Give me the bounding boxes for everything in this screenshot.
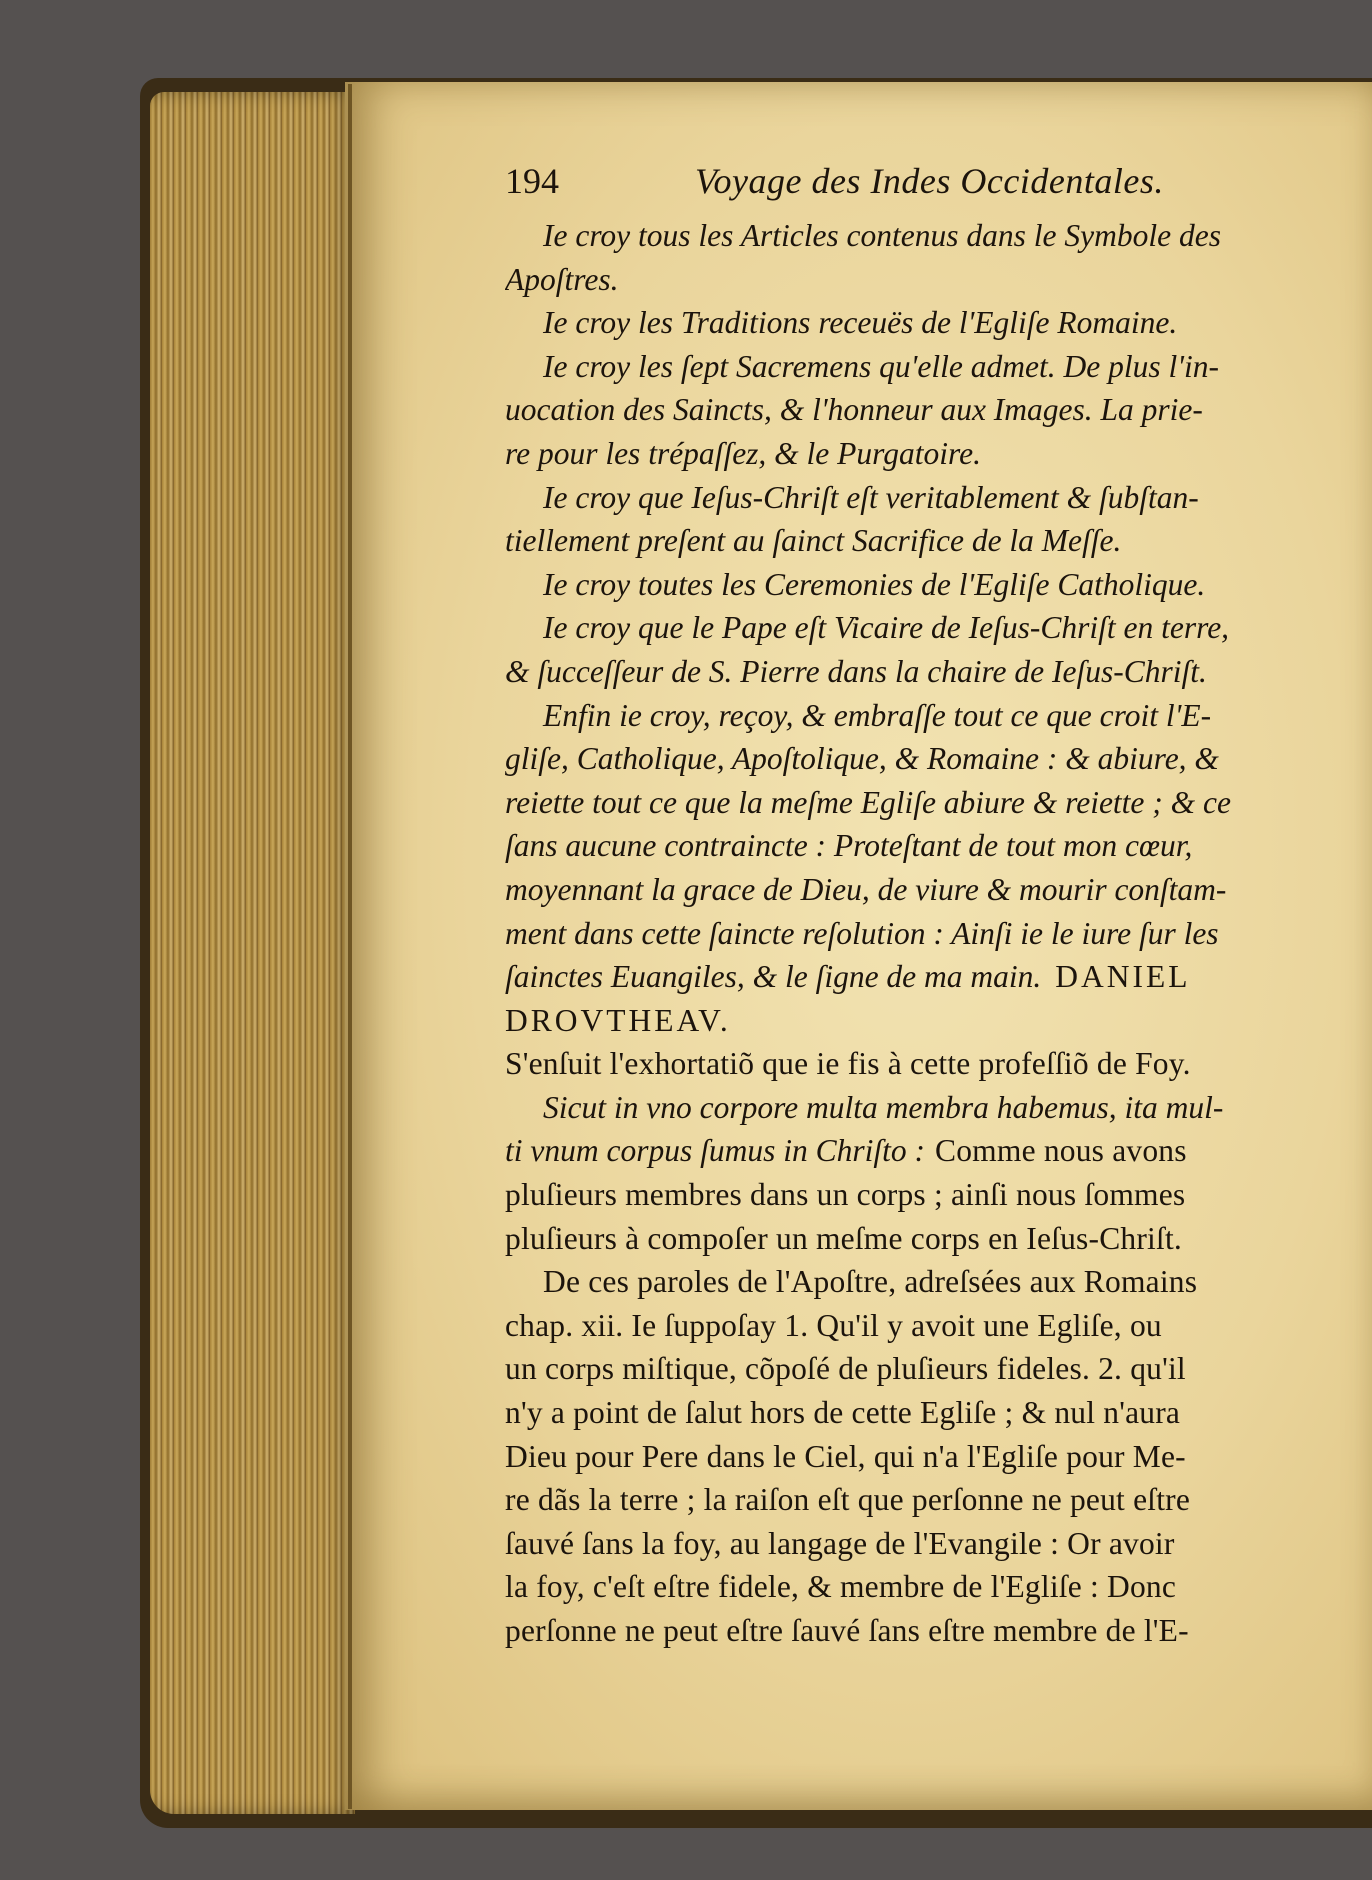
text-line <box>505 1565 1315 1609</box>
text-line-content: De ces paroles de l'Apoſtre, adreſsées aux Romains <box>543 1264 1198 1300</box>
text-line-content: uocation des Saincts, & l'honneur aux Images. La prie- <box>505 392 1203 428</box>
text-line-content: ſauvé ſans la foy, au langage de l'Evangile : Or avoir <box>505 1525 1175 1561</box>
text-line <box>505 737 1315 781</box>
text-line <box>505 1391 1315 1435</box>
text-line <box>505 214 1315 258</box>
text-line <box>505 301 1315 345</box>
text-line <box>505 999 1315 1043</box>
text-line <box>505 1609 1315 1653</box>
text-line-content: Ie croy toutes les Ceremonies de l'Egliſe Catholique. <box>543 566 1206 602</box>
text-line-content: moyennant la grace de Dieu, de viure & mourir conſtam- <box>505 871 1227 907</box>
text-line-content: la foy, c'eſt eſtre fidele, & membre de l'Egliſe : Donc <box>505 1569 1177 1605</box>
text-line-content: Ie croy les ſept Sacremens qu'elle admet. De plus l'in- <box>543 348 1219 384</box>
text-line <box>505 258 1315 302</box>
text-line-content: Enfin ie croy, reçoy, & embraſſe tout ce que croit l'E- <box>543 697 1212 733</box>
text-line-content: perſonne ne peut eſtre ſauvé ſans eſtre membre de l'E- <box>505 1613 1189 1648</box>
text-line <box>505 1435 1315 1479</box>
text-line <box>505 1129 1315 1173</box>
text-line-content: S'enſuit l'exhortatiõ que ie fis à cette profeſſiõ de Foy. <box>505 1046 1191 1082</box>
page-header <box>505 160 1325 210</box>
text-line-content: re pour les trépaſſez, & le Purgatoire. <box>505 435 981 471</box>
text-line-content: pluſieurs membres dans un corps ; ainſi nous ſommes <box>505 1177 1186 1213</box>
text-line <box>505 1086 1315 1130</box>
text-line-content: Apoſtres. <box>505 261 619 297</box>
text-line <box>505 1304 1315 1348</box>
text-line <box>505 1347 1315 1391</box>
text-line <box>505 781 1315 825</box>
text-line-content: Ie croy les Traditions receuës de l'Egliſe Romaine. <box>543 305 1178 341</box>
text-line <box>505 432 1315 476</box>
text-line-content: ſainctes Euangiles, & le ſigne de ma main. <box>505 959 1042 995</box>
text-line-content: reiette tout ce que la meſme Egliſe abiure & reiette ; & ce <box>505 784 1231 820</box>
text-line-content: gliſe, Catholique, Apoſtolique, & Romaine : & abiure, & <box>505 741 1219 777</box>
text-line-content: DROVTHEAV. <box>505 1002 731 1038</box>
text-line <box>505 824 1315 868</box>
text-line-content: pluſieurs à compoſer un meſme corps en Ieſus-Chriſt. <box>505 1220 1182 1256</box>
text-line-content: Ie croy que le Pape eſt Vicaire de Ieſus-Chriſt en terre, <box>543 610 1230 646</box>
text-line-content: Ie croy tous les Articles contenus dans le Symbole des <box>543 218 1221 253</box>
running-title: Voyage des Indes Occidentales. <box>695 161 1164 201</box>
text-line <box>505 519 1315 563</box>
signature-name: DANIEL <box>1055 959 1191 995</box>
text-line-content: Dieu pour Pere dans le Ciel, qui n'a l'Egliſe pour Me- <box>505 1438 1186 1474</box>
text-line-content: & ſucceſſeur de S. Pierre dans la chaire de Ieſus-Chriſt. <box>505 653 1207 689</box>
text-line <box>505 650 1315 694</box>
text-line <box>505 476 1315 520</box>
text-line <box>505 1260 1315 1304</box>
text-line-content: Sicut in vno corpore multa membra habemus, ita mul- <box>543 1089 1224 1125</box>
text-line <box>505 563 1315 607</box>
text-line <box>505 1173 1315 1217</box>
text-line-content: n'y a point de ſalut hors de cette Egliſe ; & nul n'aura <box>505 1395 1181 1431</box>
page-edges <box>150 92 355 1814</box>
text-line-content: re dãs la terre ; la raiſon eſt que perſonne ne peut eſtre <box>505 1482 1191 1518</box>
page-text <box>505 214 1315 1653</box>
text-line <box>505 345 1315 389</box>
text-line <box>505 694 1315 738</box>
text-line-content: ſans aucune contraincte : Proteſtant de tout mon cœur, <box>505 828 1193 864</box>
page-number: 194 <box>505 161 559 201</box>
text-line <box>505 1522 1315 1566</box>
text-line-content: chap. xii. Ie ſuppoſay 1. Qu'il y avoit une Egliſe, ou <box>505 1307 1162 1343</box>
text-line <box>505 1478 1315 1522</box>
gutter <box>348 84 352 1809</box>
text-line-content: un corps miſtique, cõpoſé de pluſieurs fideles. 2. qu'il <box>505 1351 1186 1387</box>
text-line <box>505 912 1315 956</box>
text-line-content: ti vnum corpus ſumus in Chriſto : <box>505 1133 926 1169</box>
text-line <box>505 868 1315 912</box>
translation-text: Comme nous avons <box>935 1133 1187 1169</box>
text-line-content: tiellement preſent au ſainct Sacrifice de la Meſſe. <box>505 523 1122 559</box>
text-line-content: Ie croy que Ieſus-Chriſt eſt veritablement & ſubſtan- <box>543 479 1199 515</box>
text-line-content: ment dans cette ſaincte reſolution : Ainſi ie le iure ſur les <box>505 915 1219 951</box>
text-line <box>505 606 1315 650</box>
text-line <box>505 1042 1315 1086</box>
text-line <box>505 955 1315 999</box>
text-line <box>505 388 1315 432</box>
text-line <box>505 1217 1315 1261</box>
